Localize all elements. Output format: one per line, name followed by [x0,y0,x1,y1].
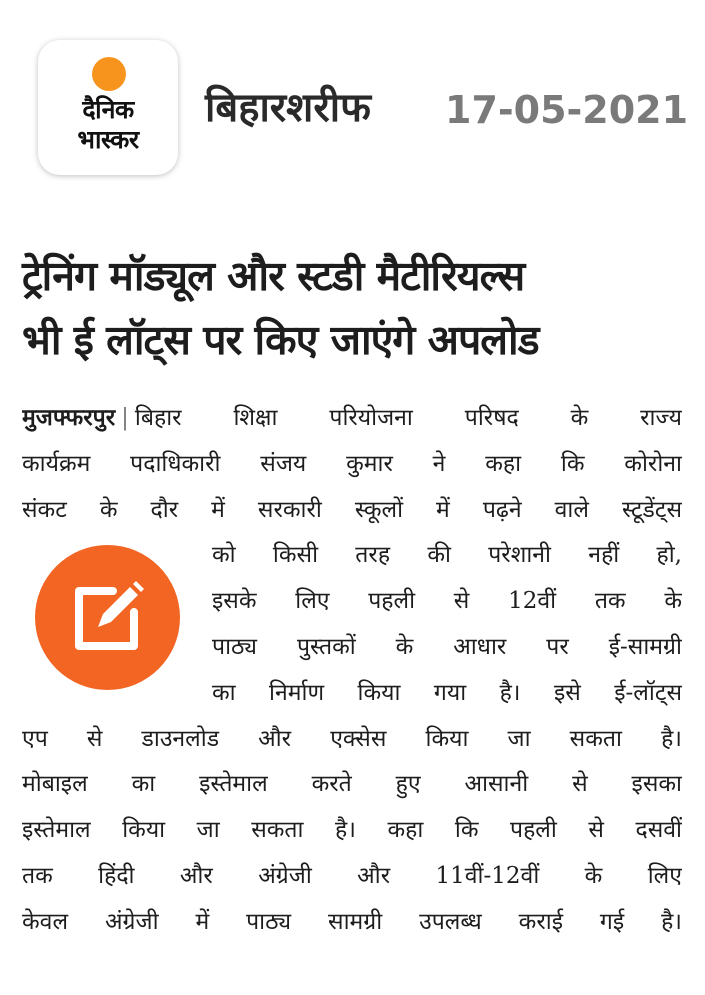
body-line-1 [22,395,682,442]
body-line-12: केवल अंग्रेजी में पाठ्य सामग्री उपलब्ध कराई गई है। [22,908,682,935]
dateline: मुजफ्फरपुर [22,404,116,431]
logo-sun-dot [92,57,126,91]
logo-text-line1: दैनिक [82,95,134,124]
dainik-bhaskar-logo [38,40,178,175]
logo-text-line2: भास्कर [77,125,139,154]
body-line-7: का निर्माण किया गया है। इसे ई-लॉट्स [212,679,682,706]
body-line-4: को किसी तरह की परेशानी नहीं हो, [212,542,682,569]
body-line-11: तक हिंदी और अंग्रेजी और 11वीं-12वीं के लिए [22,862,682,889]
edit-pencil-icon [35,545,180,690]
body-line-2: कार्यक्रम पदाधिकारी संजय कुमार ने कहा कि कोरोना [22,450,682,477]
body-line-3: संकट के दौर में सरकारी स्कूलों में पढ़ने वाले स्टूडेंट्स [22,496,682,523]
body-line-1-text: बिहार शिक्षा परियोजना परिषद के राज्य [134,405,682,431]
body-line-5: इसके लिए पहली से 12वीं तक के [212,588,682,615]
edition-date: 17-05-2021 [445,88,689,132]
body-line-6: पाठ्य पुस्तकों के आधार पर ई-सामग्री [212,633,682,660]
edit-button[interactable] [35,545,180,690]
dateline-separator: | [121,405,129,431]
edition-city: बिहारशरीफ [205,85,371,131]
headline-line-2: भी ई लॉट्स पर किए जाएंगे अपलोड [22,316,539,364]
body-line-8: एप से डाउनलोड और एक्सेस किया जा सकता है। [22,725,682,752]
headline-line-1: ट्रेनिंग मॉड्यूल और स्टडी मैटीरियल्स [22,252,525,300]
article-headline [22,244,682,372]
body-line-10: इस्तेमाल किया जा सकता है। कहा कि पहली से दसवीं [22,817,682,844]
body-line-9: मोबाइल का इस्तेमाल करते हुए आसानी से इसका [22,771,682,798]
